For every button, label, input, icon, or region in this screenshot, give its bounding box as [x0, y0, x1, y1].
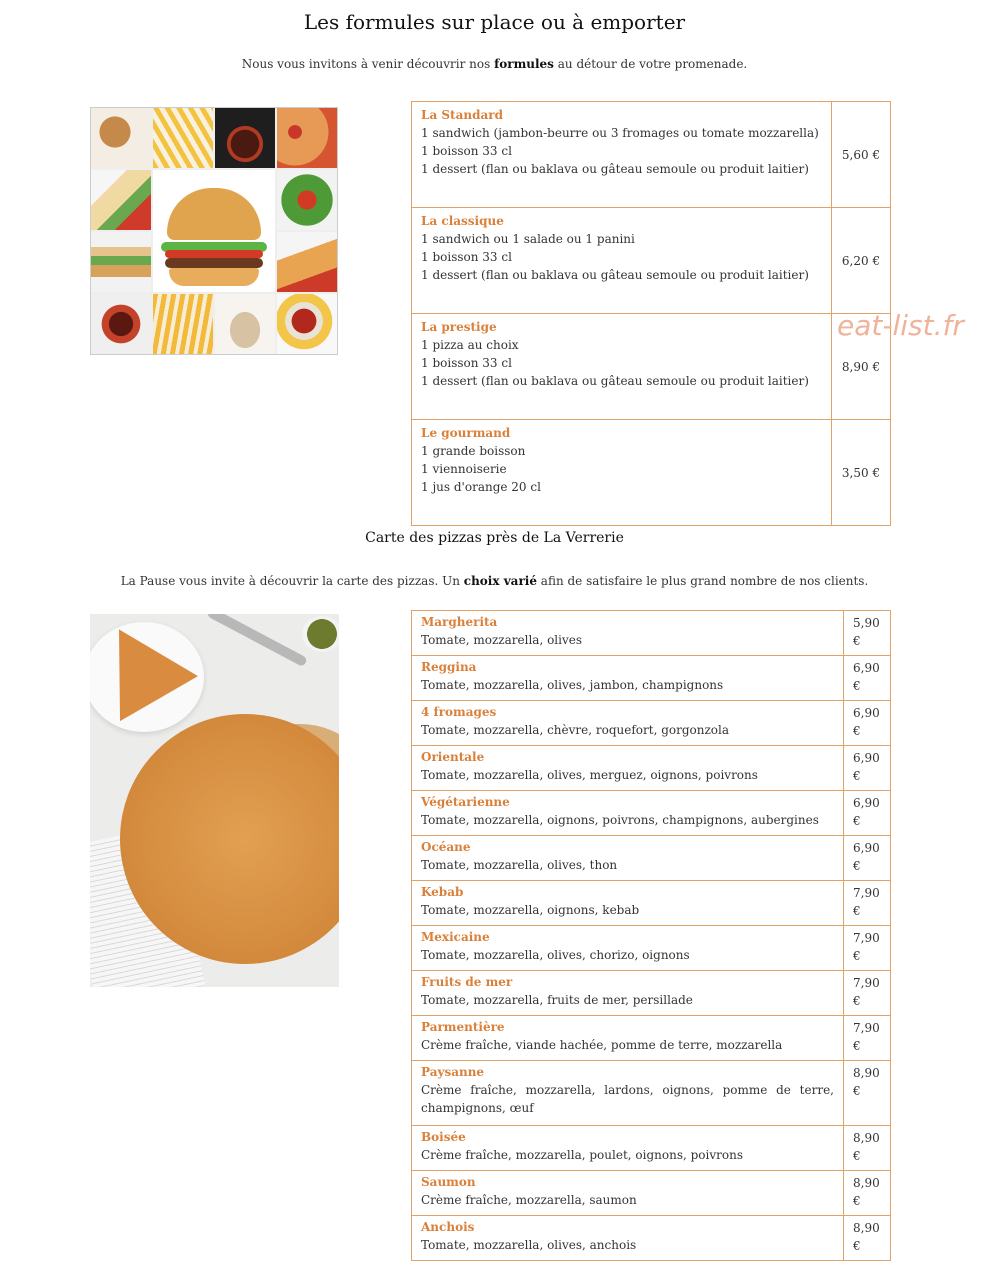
- pizza-price: 5,90: [853, 616, 880, 630]
- pizza-price: 6,90: [853, 796, 880, 810]
- pizza-ingredients: Tomate, mozzarella, chèvre, roquefort, gorgonzola: [421, 723, 730, 737]
- pizza-description: [412, 1016, 844, 1061]
- pizza-row: [412, 1126, 891, 1171]
- pizzas-intro-after: afin de satisfaire le plus grand nombre de nos clients.: [536, 574, 869, 588]
- pizza-ingredients: Tomate, mozzarella, oignons, poivrons, champignons, aubergines: [421, 813, 819, 827]
- formule-row: [412, 208, 891, 314]
- pizzas-title: Carte des pizzas près de La Verrerie: [365, 530, 624, 546]
- formule-price: 8,90 €: [832, 314, 891, 420]
- pizza-row: [412, 836, 891, 881]
- pizza-name: Kebab: [421, 885, 464, 899]
- pizza-description: [412, 836, 844, 881]
- pizzas-intro-before: La Pause vous invite à découvrir la carte des pizzas. Un: [120, 574, 464, 588]
- pizza-price-cell: [844, 611, 891, 656]
- pizza-price-cell: [844, 971, 891, 1016]
- collage-burger: [153, 170, 275, 292]
- pizzas-table: [411, 610, 891, 1261]
- pizza-description: [412, 971, 844, 1016]
- pizza-name: 4 fromages: [421, 705, 497, 719]
- collage-dip: [277, 294, 337, 354]
- collage-fries-2: [153, 294, 213, 354]
- formule-name: La Standard: [421, 108, 503, 122]
- pizza-name: Anchois: [421, 1220, 475, 1234]
- pizza-price-cell: [844, 1216, 891, 1261]
- pizza-tongs: [206, 614, 308, 667]
- pizza-row: [412, 791, 891, 836]
- pizza-row: [412, 656, 891, 701]
- pizza-currency: €: [853, 859, 861, 873]
- pizza-row: [412, 746, 891, 791]
- pizza-description: [412, 611, 844, 656]
- formules-table: [411, 101, 891, 526]
- pizza-price: 8,90: [853, 1066, 880, 1080]
- pizza-price: 7,90: [853, 976, 880, 990]
- pizza-ingredients: Crème fraîche, viande hachée, pomme de terre, mozzarella: [421, 1038, 783, 1052]
- formules-intro-before: Nous vous invitons à venir découvrir nos: [241, 57, 495, 71]
- collage-cola: [215, 108, 275, 168]
- pizza-description: [412, 1126, 844, 1171]
- formule-price: 3,50 €: [832, 420, 891, 526]
- pizza-price-cell: [844, 1171, 891, 1216]
- pizza-price: 7,90: [853, 1021, 880, 1035]
- pizza-row: [412, 1216, 891, 1261]
- pizza-description: [412, 1061, 844, 1126]
- collage-salad: [277, 170, 337, 230]
- formules-intro-after: au détour de votre promenade.: [553, 57, 748, 71]
- pizzas-intro-bold: choix varié: [463, 574, 537, 588]
- collage-wrap: [91, 170, 151, 230]
- pizza-description: [412, 881, 844, 926]
- pizza-price-cell: [844, 881, 891, 926]
- pizza-row: [412, 926, 891, 971]
- formule-description: [412, 420, 832, 526]
- pizza-ingredients: Tomate, mozzarella, olives: [421, 633, 583, 647]
- formule-line: 1 boisson 33 cl: [421, 356, 512, 370]
- pizza-name: Mexicaine: [421, 930, 490, 944]
- pizza-price: 6,90: [853, 706, 880, 720]
- formule-line: 1 dessert (flan ou baklava ou gâteau semoule ou produit laitier): [421, 268, 809, 282]
- formule-price: 6,20 €: [832, 208, 891, 314]
- collage-muffins: [91, 108, 151, 168]
- pizza-photo-image: [90, 614, 339, 987]
- pizza-currency: €: [853, 904, 861, 918]
- formule-description: [412, 102, 832, 208]
- food-collage-image: [91, 108, 337, 354]
- pizza-name: Margherita: [421, 615, 498, 629]
- formule-row: [412, 314, 891, 420]
- pizza-ingredients: Tomate, mozzarella, olives, chorizo, oignons: [421, 948, 690, 962]
- pizza-name: Saumon: [421, 1175, 476, 1189]
- formule-line: 1 grande boisson: [421, 444, 526, 458]
- burger-bun-bottom: [169, 268, 259, 286]
- pizza-currency: €: [853, 1149, 861, 1163]
- pizza-name: Océane: [421, 840, 471, 854]
- pizza-currency: €: [853, 814, 861, 828]
- formule-description: [412, 208, 832, 314]
- burger-bun-top: [167, 188, 261, 240]
- pizza-price-cell: [844, 791, 891, 836]
- formule-price: 5,60 €: [832, 102, 891, 208]
- pizza-price-cell: [844, 656, 891, 701]
- pizza-row: [412, 881, 891, 926]
- pizza-ingredients: Tomate, mozzarella, olives, thon: [421, 858, 618, 872]
- formule-line: 1 dessert (flan ou baklava ou gâteau semoule ou produit laitier): [421, 162, 809, 176]
- pizza-row: [412, 971, 891, 1016]
- pizza-ingredients: Crème fraîche, mozzarella, poulet, oignons, poivrons: [421, 1148, 743, 1162]
- pizza-currency: €: [853, 949, 861, 963]
- collage-pizza-slice: [277, 232, 337, 292]
- pizza-row: [412, 1171, 891, 1216]
- pizza-description: [412, 656, 844, 701]
- collage-fries: [153, 108, 213, 168]
- formules-intro-bold: formules: [494, 57, 554, 71]
- formule-line: 1 boisson 33 cl: [421, 144, 512, 158]
- pizza-ingredients: Tomate, mozzarella, olives, jambon, champignons: [421, 678, 724, 692]
- pizza-ingredients: Tomate, mozzarella, oignons, kebab: [421, 903, 640, 917]
- formule-line: 1 pizza au choix: [421, 338, 519, 352]
- pizza-currency: €: [853, 1039, 861, 1053]
- pizza-row: [412, 611, 891, 656]
- pizza-price: 6,90: [853, 841, 880, 855]
- pizza-currency: €: [853, 1194, 861, 1208]
- burger-patty: [165, 258, 263, 268]
- collage-pizza-top: [277, 108, 337, 168]
- pizza-price-cell: [844, 836, 891, 881]
- formules-intro: [0, 57, 989, 71]
- pizza-ingredients: Tomate, mozzarella, fruits de mer, persillade: [421, 993, 693, 1007]
- pizza-currency: €: [853, 724, 861, 738]
- pizza-name: Paysanne: [421, 1065, 485, 1079]
- pizzas-intro: [0, 574, 989, 588]
- pizza-price-cell: [844, 746, 891, 791]
- formule-row: [412, 102, 891, 208]
- formule-name: La prestige: [421, 320, 497, 334]
- pizza-currency: €: [853, 679, 861, 693]
- pizza-price: 8,90: [853, 1221, 880, 1235]
- pizza-price-cell: [844, 1126, 891, 1171]
- pizza-price: 6,90: [853, 751, 880, 765]
- pizza-currency: €: [853, 1239, 861, 1253]
- burger-tomato: [165, 250, 263, 258]
- pizza-currency: €: [853, 994, 861, 1008]
- pizza-currency: €: [853, 1084, 861, 1098]
- collage-sandwich: [91, 232, 151, 292]
- pizza-price-cell: [844, 701, 891, 746]
- pizza-price: 7,90: [853, 886, 880, 900]
- pizza-ingredients: Tomate, mozzarella, olives, merguez, oignons, poivrons: [421, 768, 758, 782]
- pizza-price-cell: [844, 1016, 891, 1061]
- watermark: eat-list.fr: [837, 309, 964, 342]
- pizza-name: Parmentière: [421, 1020, 505, 1034]
- pizza-price: 6,90: [853, 661, 880, 675]
- formules-title: Les formules sur place ou à emporter: [303, 10, 686, 34]
- formule-line: 1 boisson 33 cl: [421, 250, 512, 264]
- formule-name: La classique: [421, 214, 504, 228]
- pizza-name: Fruits de mer: [421, 975, 513, 989]
- formule-description: [412, 314, 832, 420]
- pizza-price: 8,90: [853, 1176, 880, 1190]
- pizza-price: 8,90: [853, 1131, 880, 1145]
- formule-line: 1 viennoiserie: [421, 462, 507, 476]
- pizza-description: [412, 926, 844, 971]
- pizza-description: [412, 1171, 844, 1216]
- collage-milkshake: [215, 294, 275, 354]
- formule-line: 1 jus d'orange 20 cl: [421, 480, 541, 494]
- pizza-ingredients: Crème fraîche, mozzarella, lardons, oignons, pomme de terre, champignons, œuf: [421, 1083, 834, 1115]
- pizza-name: Végétarienne: [421, 795, 510, 809]
- pizza-description: [412, 791, 844, 836]
- formule-name: Le gourmand: [421, 426, 511, 440]
- pizza-description: [412, 701, 844, 746]
- formule-line: 1 sandwich (jambon-beurre ou 3 fromages ou tomate mozzarella): [421, 126, 819, 140]
- collage-soda: [91, 294, 151, 354]
- pizza-ingredients: Tomate, mozzarella, olives, anchois: [421, 1238, 637, 1252]
- pizza-description: [412, 1216, 844, 1261]
- pizza-price-cell: [844, 1061, 891, 1126]
- formule-line: 1 dessert (flan ou baklava ou gâteau semoule ou produit laitier): [421, 374, 809, 388]
- pizza-row: [412, 701, 891, 746]
- pizza-row: [412, 1061, 891, 1126]
- pizza-price: 7,90: [853, 931, 880, 945]
- pizza-row: [412, 1016, 891, 1061]
- pizza-name: Boisée: [421, 1130, 466, 1144]
- formule-line: 1 sandwich ou 1 salade ou 1 panini: [421, 232, 635, 246]
- pizza-currency: €: [853, 769, 861, 783]
- formule-row: [412, 420, 891, 526]
- capers-bowl: [302, 616, 339, 652]
- pizza-name: Orientale: [421, 750, 485, 764]
- pizza-price-cell: [844, 926, 891, 971]
- pizza-name: Reggina: [421, 660, 477, 674]
- pizza-ingredients: Crème fraîche, mozzarella, saumon: [421, 1193, 637, 1207]
- pizza-currency: €: [853, 634, 861, 648]
- pizza-description: [412, 746, 844, 791]
